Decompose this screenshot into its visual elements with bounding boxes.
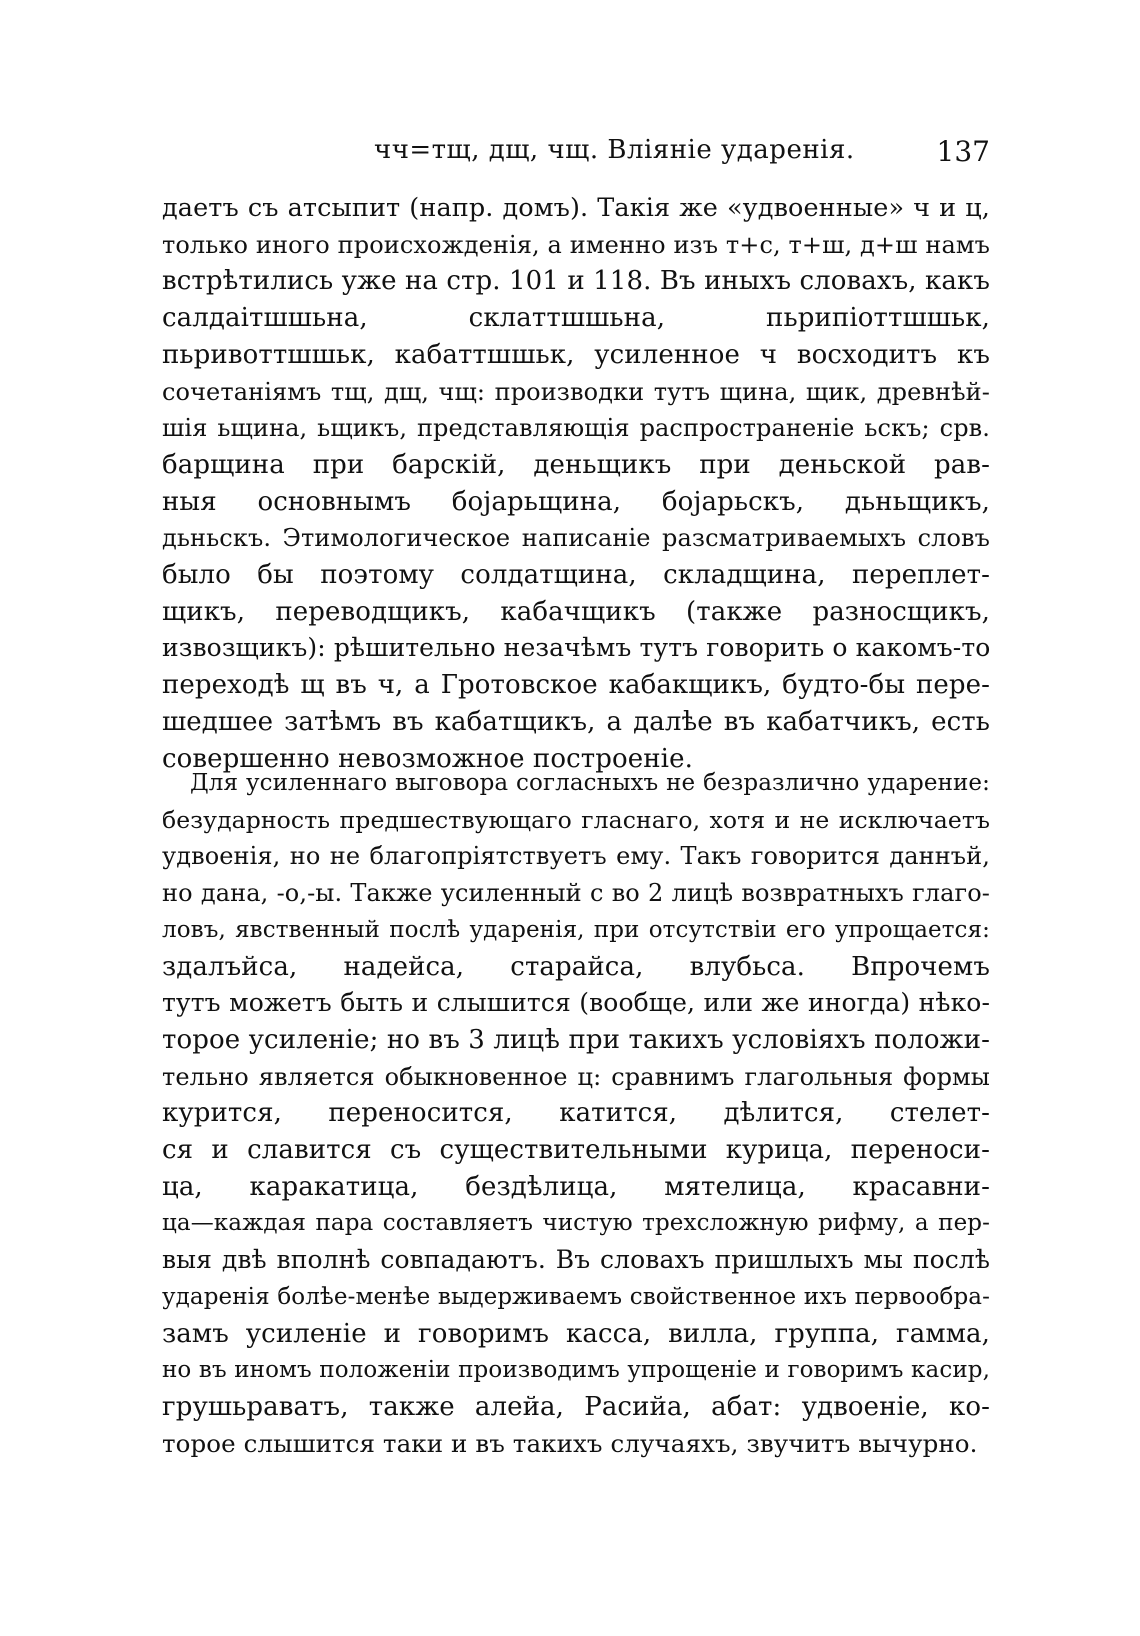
text-line: пьривоттшшьк, кабаттшшьк, усиленное ч восходитъ къ	[162, 339, 990, 370]
text-line: извозщикъ): рѣшительно незачѣмъ тутъ говорить о какомъ-то	[162, 633, 991, 663]
text-line: салдаітшшьна, склаттшшьна, пьрипіоттшшьк,	[162, 303, 990, 334]
text-line: шія ьщина, ьщикъ, представляющія распространеніе ьскъ; срв.	[162, 414, 990, 443]
text-line: грушьраватъ, также алейа, Расийа, абат: удвоеніе, ко-	[162, 1391, 990, 1422]
text-line: торое усиленіе; но въ 3 лицѣ при такихъ условіяхъ положи-	[162, 1024, 990, 1055]
text-line: встрѣтились уже на стр. 101 и 118. Въ иныхъ словахъ, какъ	[162, 266, 990, 297]
page-number: 137	[936, 135, 990, 168]
text-line: торое слышится таки и въ такихъ случаяхъ, звучитъ вычурно.	[162, 1428, 978, 1458]
text-line: ца—каждая пара составляетъ чистую трехсложную рифму, а пер-	[162, 1210, 990, 1237]
text-line: замъ усиленіе и говоримъ касса, вилла, группа, гамма,	[162, 1318, 990, 1349]
text-line: барщина при барскій, деньщикъ при деньской рав-	[162, 449, 990, 480]
text-line: здалъйса, надейса, старайса, влубьса. Впрочемъ	[162, 951, 990, 982]
text-line: ныя основнымъ бојарьщина, бојарьскъ, дьньщикъ,	[162, 486, 990, 517]
text-line: ца, каракатица, бездѣлица, мятелица, красавни-	[162, 1171, 990, 1202]
text-line: только иного происхожденія, а именно изъ т+с, т+ш, д+ш намъ	[162, 230, 990, 259]
paragraph-1	[162, 190, 990, 777]
text-line: курится, переносится, катится, дѣлится, стелет-	[162, 1098, 990, 1129]
text-line: выя двѣ вполнѣ совпадаютъ. Въ словахъ пришлыхъ мы послѣ	[162, 1245, 990, 1275]
text-line: было бы поэтому солдатщина, складщина, переплет-	[162, 560, 990, 591]
text-line: но въ иномъ положеніи производимъ упрощеніе и говоримъ касир,	[162, 1357, 990, 1384]
text-line: ударенія болѣе-менѣе выдерживаемъ свойственное ихъ первообра-	[162, 1283, 990, 1310]
text-line: тельно является обыкновенное ц: сравнимъ глагольныя формы	[162, 1062, 990, 1091]
text-line: переходѣ щ въ ч, а Гротовское кабакщикъ, будто-бы пере-	[162, 670, 990, 701]
text-line: щикъ, переводщикъ, кабачщикъ (также разносщикъ,	[162, 596, 990, 627]
running-head	[162, 135, 990, 175]
text-line: Для усиленнаго выговора согласныхъ не безразлично ударение:	[190, 770, 990, 796]
text-line: дьньскъ. Этимологическое написаніе разсматриваемыхъ словъ	[162, 524, 990, 553]
text-line: ся и славится съ существительными курица, переноси-	[162, 1135, 990, 1166]
text-line: но дана, -о,-ы. Также усиленный с во 2 лицѣ возвратныхъ глаго-	[162, 879, 990, 908]
text-line: даетъ съ атсыпит (напр. домъ). Такія же «удвоенные» ч и ц,	[162, 193, 990, 223]
paragraph-2	[162, 765, 990, 1462]
text-line: безударность предшествующаго гласнаго, хотя и не исключаетъ	[162, 805, 990, 834]
text-line: сочетаніямъ тщ, дщ, чщ: производки тутъ щина, щик, древнѣй-	[162, 377, 990, 406]
text-line: удвоенія, но не благопріятствуетъ ему. Такъ говорится даннъй,	[162, 842, 990, 871]
text-line: совершенно невозможное построеніе.	[162, 743, 693, 774]
running-title: чч=тщ, дщ, чщ. Вліяніе ударенія.	[374, 135, 855, 165]
text-line: ловъ, явственный послѣ ударенія, при отсутствіи его упрощается:	[162, 916, 990, 943]
text-line: тутъ можетъ быть и слышится (вообще, или же иногда) нѣко-	[162, 988, 990, 1018]
text-line: шедшее затѣмъ въ кабатщикъ, а далѣе въ кабатчикъ, есть	[162, 706, 990, 737]
